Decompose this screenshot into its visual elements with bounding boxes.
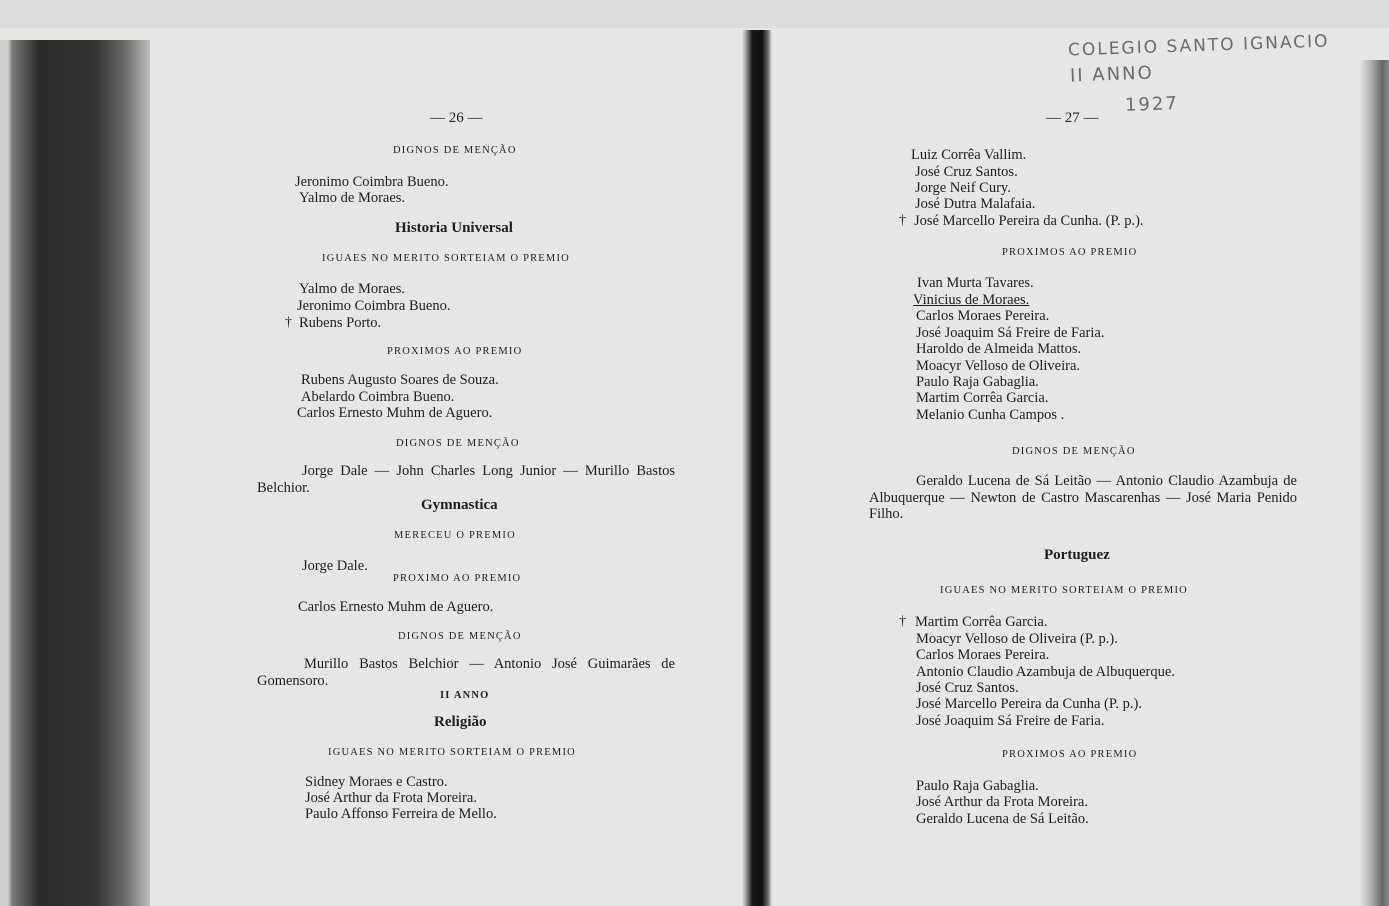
list-item: Martim Corrêa Garcia. [915,614,1048,630]
list-item: José Cruz Santos. [915,164,1018,180]
list-item: José Cruz Santos. [916,680,1019,696]
list-item: Paulo Raja Gabaglia. [916,778,1039,794]
list-item: Melanio Cunha Campos . [916,407,1065,423]
subject-title: Religião [434,714,487,730]
section-heading: DIGNOS DE MENÇÃO [1012,446,1136,457]
list-item: Carlos Moraes Pereira. [916,647,1050,663]
honorable-mention-paragraph: Geraldo Lucena de Sá Leitão — Antonio Claudio Azambuja de Albuquerque — Newton de Castro Mascarenhas — José Maria Penido Filho. [869,473,1297,522]
section-heading: PROXIMOS AO PREMIO [1002,247,1138,258]
list-item: Moacyr Velloso de Oliveira (P. p.). [916,631,1118,647]
subject-title: Historia Universal [395,220,513,236]
list-item: Haroldo de Almeida Mattos. [916,341,1082,357]
scan-shadow-right [1360,60,1389,906]
list-item: Jorge Dale. [302,558,368,574]
right-page [757,28,1389,906]
list-item: Vinicius de Moraes. [913,292,1030,308]
section-heading: IGUAES NO MERITO SORTEIAM O PREMIO [940,585,1188,596]
list-item: Moacyr Velloso de Oliveira. [916,358,1081,374]
list-item: José Dutra Malafaia. [915,196,1036,212]
dagger-mark: † [899,614,906,629]
list-item: Paulo Affonso Ferreira de Mello. [305,806,497,822]
honorable-mention-paragraph: Jorge Dale — John Charles Long Junior — Murillo Bastos Belchior. [257,463,675,496]
list-item: José Marcello Pereira da Cunha (P. p.). [916,696,1142,712]
year-heading: II ANNO [440,690,490,701]
list-item: Carlos Moraes Pereira. [916,308,1050,324]
section-heading: MERECEU O PREMIO [394,530,516,541]
section-heading: DIGNOS DE MENÇÃO [393,145,517,156]
subject-title: Portuguez [1044,547,1110,563]
dagger-mark: † [285,315,292,330]
subject-title: Gymnastica [421,497,498,513]
scan-shadow-gutter [742,30,772,906]
page-number-right: — 27 — [1046,110,1099,126]
list-item: Jeronimo Coimbra Bueno. [297,298,451,314]
list-item: José Joaquim Sá Freire de Faria. [916,713,1105,729]
list-item: Jeronimo Coimbra Bueno. [295,174,449,190]
list-item: José Marcello Pereira da Cunha. (P. p.). [914,213,1144,229]
handwritten-year: 1927 [1124,93,1180,116]
handwritten-year-class: II ANNO [1069,62,1155,87]
list-item: Jorge Neif Cury. [915,180,1011,196]
handwritten-school-name: COLEGIO SANTO IGNACIO [1067,31,1330,61]
section-heading: PROXIMO AO PREMIO [393,573,522,584]
honorable-mention-paragraph: Murillo Bastos Belchior — Antonio José Guimarães de Gomensoro. [257,656,675,689]
section-heading: PROXIMOS AO PREMIO [1002,749,1138,760]
list-item: Antonio Claudio Azambuja de Albuquerque. [916,664,1175,680]
list-item: Yalmo de Moraes. [299,190,406,206]
list-item: Yalmo de Moraes. [299,281,406,297]
scan-shadow-left [0,40,150,906]
section-heading: IGUAES NO MERITO SORTEIAM O PREMIO [328,747,576,758]
list-item: Abelardo Coimbra Bueno. [301,389,455,405]
section-heading: PROXIMOS AO PREMIO [387,346,523,357]
section-heading: DIGNOS DE MENÇÃO [398,631,522,642]
list-item: Sidney Moraes e Castro. [305,774,448,790]
list-item: Carlos Ernesto Muhm de Aguero. [297,405,493,421]
list-item: José Arthur da Frota Moreira. [305,790,477,806]
list-item: Ivan Murta Tavares. [917,275,1034,291]
list-item: Carlos Ernesto Muhm de Aguero. [298,599,494,615]
list-item: José Arthur da Frota Moreira. [916,794,1088,810]
list-item: Geraldo Lucena de Sá Leitão. [916,811,1089,827]
list-item: Martim Corrêa Garcia. [916,390,1049,406]
list-item: Paulo Raja Gabaglia. [916,374,1039,390]
list-item: Luiz Corrêa Vallim. [911,147,1027,163]
list-item: José Joaquim Sá Freire de Faria. [916,325,1105,341]
scan-top-edge [0,0,1389,30]
list-item: Rubens Porto. [299,315,382,331]
page-number-left: — 26 — [430,110,483,126]
section-heading: IGUAES NO MERITO SORTEIAM O PREMIO [322,253,570,264]
list-item: Rubens Augusto Soares de Souza. [301,372,499,388]
section-heading: DIGNOS DE MENÇÃO [396,438,520,449]
dagger-mark: † [899,213,906,228]
